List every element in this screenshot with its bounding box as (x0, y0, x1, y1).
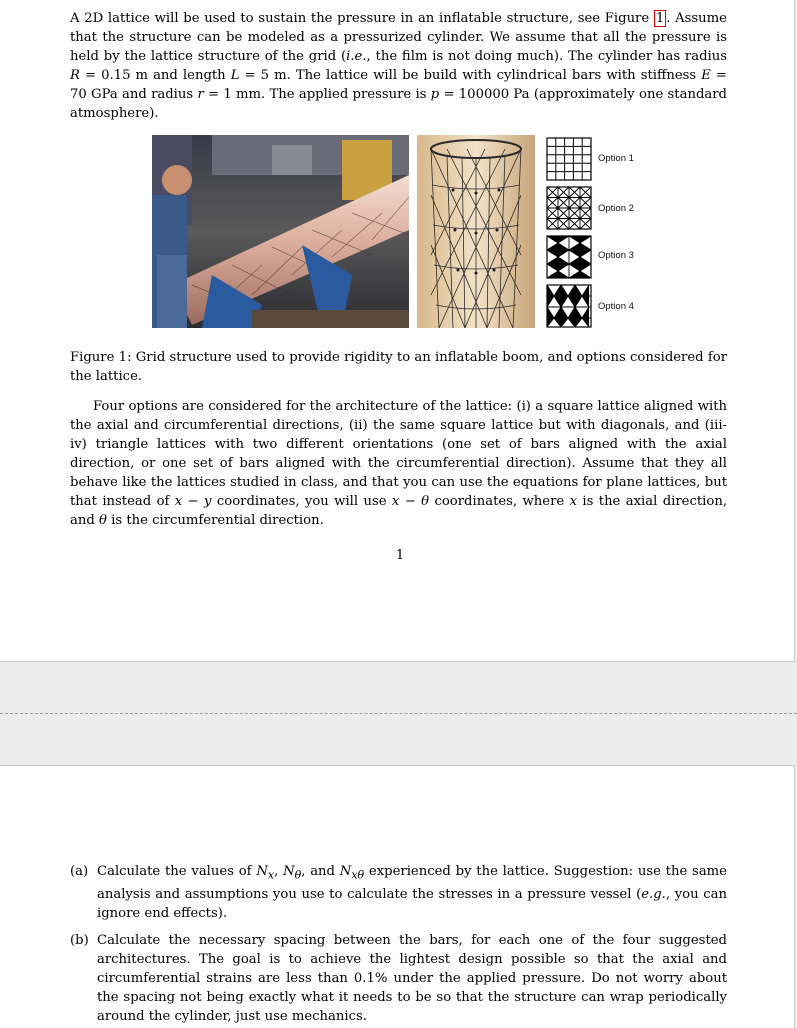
question-abbrev: e.g. (641, 886, 666, 902)
boom-photo (152, 135, 409, 328)
intro-text: = 70 GPa and radius (70, 68, 727, 102)
intro-text: = 100000 Pa (approximately one standard atmosphere). (70, 87, 727, 121)
option-1-label: Option 1 (598, 153, 634, 164)
page-2 (0, 765, 795, 1028)
intro-text: A 2D lattice will be used to sustain the pressure in an inflatable structure, see Figure (70, 11, 650, 26)
intro-text: = 5 m. The lattice will be build with cylindrical bars with stiffness (239, 68, 702, 83)
var-p: p (430, 87, 440, 102)
page-number: 1 (395, 548, 405, 563)
body-text: coordinates, where (429, 494, 570, 509)
option-4-triangle-lattice (546, 284, 592, 328)
body-text: coordinates, you will use (211, 494, 392, 509)
question-a-text (97, 862, 727, 923)
question-text: Calculate the values of (97, 864, 257, 879)
option-4-label: Option 4 (598, 301, 634, 312)
question-text: experienced by the lattice. Suggestion: use the same analysis and assumptions you use to calculate the stresses in a pressure vessel ( (97, 864, 727, 902)
intro-text: . Assume that the structure can be modeled as a pressurized cylinder. We assume that all the pressure is held by the lattice structure of the grid ( (70, 11, 727, 64)
page-break-line (0, 713, 797, 714)
math-xy: x − y (174, 494, 212, 509)
math-sub: x (267, 868, 275, 882)
var-R: R (70, 68, 80, 83)
body-text: is the circumferential direction. (106, 513, 324, 528)
math-x: x (569, 494, 578, 509)
body-text: is the axial direction, and (70, 494, 728, 528)
math-sub: xθ (351, 868, 365, 882)
lattice-cylinder-photo (417, 135, 535, 328)
var-E: E (701, 68, 711, 83)
figure-link[interactable]: 1 (655, 11, 665, 26)
math-theta: θ (99, 513, 107, 528)
math-N: N (256, 864, 268, 879)
intro-text: , the film is not doing much). The cylinder has radius (366, 49, 728, 64)
option-2-diagonal-lattice (546, 186, 592, 230)
var-L: L (230, 68, 240, 83)
question-a-label: (a) (70, 864, 89, 879)
question-b (70, 931, 727, 1026)
intro-paragraph (70, 9, 727, 123)
intro-text: = 0.15 m and length (79, 68, 231, 83)
question-b-label: (b) (70, 933, 89, 948)
var-r: r (197, 87, 204, 102)
option-2-label: Option 2 (598, 203, 634, 214)
math-sub: θ (294, 868, 302, 882)
body-paragraph (70, 397, 727, 530)
option-3-label: Option 3 (598, 250, 634, 261)
figure-caption: Figure 1: Grid structure used to provide rigidity to an inflatable boom, and options considered for the lattice. (70, 350, 727, 384)
option-1-square-lattice (546, 137, 592, 181)
question-text: , and (301, 864, 340, 879)
math-xtheta: x − θ (391, 494, 430, 509)
intro-abbrev: i.e. (346, 49, 367, 64)
intro-text: = 1 mm. The applied pressure is (203, 87, 431, 102)
body-text: Four options are considered for the architecture of the lattice: (i) a square lattice aligned with the axial and circumferential directions, (ii) the same square lattice but with diagonals, and (iii-iv) triangle lattices with two different orientations (one set of bars aligned with the axial direction, or one set of bars aligned with the circumferential direction). Assume that they all behave like the lattices studied in class, and that you can use the equations for plane lattices, but that instead of (70, 399, 727, 509)
math-N: N (339, 864, 352, 879)
question-text: , (274, 864, 284, 879)
question-b-text: Calculate the necessary spacing between the bars, for each one of the four suggested architectures. The goal is to achieve the lightest design possible so that the axial and circumferential strains are less than 0.1% under the applied pressure. Do not worry about the spacing not being exactly what it needs to be so that the structure can wrap periodically around the cylinder, just use mechanics. (97, 933, 727, 1024)
question-a (70, 862, 727, 923)
option-3-triangle-lattice (546, 235, 592, 279)
question-text: , you can ignore end effects). (97, 886, 727, 921)
math-N: N (283, 864, 295, 879)
